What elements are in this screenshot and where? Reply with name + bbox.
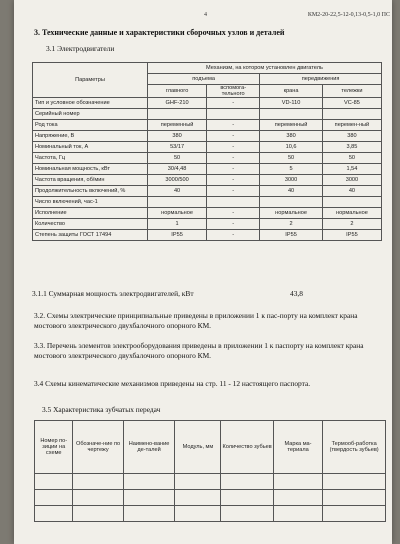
gear-cell [73, 506, 123, 522]
col-main: главного [147, 85, 206, 98]
value-cell-trolley: VC-85 [322, 98, 381, 109]
gear-cell [221, 474, 273, 490]
value-cell-main: нормальное [147, 208, 206, 219]
value-cell-trolley: нормальное [322, 208, 381, 219]
page-number: 4 [204, 12, 207, 18]
motor-row [33, 120, 382, 131]
gear-row [35, 474, 386, 490]
param-name-cell: Номинальный ток, А [33, 142, 148, 153]
value-cell-trolley: 3,85 [322, 142, 381, 153]
value-cell-crane: VD-110 [260, 98, 323, 109]
gear-cell [323, 474, 386, 490]
paragraph-3-3: 3.3. Перечень элементов электрооборудования приведены в приложении 1 к паспорту на комплект крана мостового электрического двухбалочного опорного КМ. [34, 341, 364, 360]
param-name-cell: Номинальная мощность, кВт [33, 164, 148, 175]
param-name-cell: Частота вращения, об/мин [33, 175, 148, 186]
motor-row [33, 197, 382, 208]
value-cell-aux: - [207, 186, 260, 197]
document-page [14, 0, 392, 544]
param-header: Параметры [33, 63, 148, 98]
gear-cell [175, 474, 221, 490]
param-name-cell: Продолжительность включений, % [33, 186, 148, 197]
param-name-cell: Исполнение [33, 208, 148, 219]
value-cell-aux: - [207, 175, 260, 186]
gear-col-header: Наимено-вание де-талей [123, 421, 175, 474]
paragraph-3-2: 3.2. Схемы электрические принципиальные приведены в приложении 1 к пас-порту на комплект крана мостового электрического двухбалочного опорного КМ. [34, 311, 358, 330]
gear-cell [175, 490, 221, 506]
value-cell-main: GHF-210 [147, 98, 206, 109]
param-name-cell: Частота, Гц [33, 153, 148, 164]
travel-header: передвижения [260, 74, 382, 85]
value-cell-aux: - [207, 120, 260, 131]
gear-cell [35, 506, 73, 522]
gear-col-header: Термооб-работка (твердость зубьев) [323, 421, 386, 474]
gear-row [35, 506, 386, 522]
gear-cell [273, 474, 323, 490]
total-power-label: 3.1.1 Суммарная мощность электродвигателей, кВт [32, 289, 194, 298]
value-cell-crane: переменный [260, 120, 323, 131]
value-cell-trolley: 3000 [322, 175, 381, 186]
param-name-cell: Напряжение, В [33, 131, 148, 142]
col-trolley: тележки [322, 85, 381, 98]
value-cell-main: 1 [147, 219, 206, 230]
subsection-3-5-title: 3.5 Характеристика зубчатых передач [42, 405, 161, 414]
value-cell-main: переменный [147, 120, 206, 131]
gear-cell [73, 474, 123, 490]
motor-row [33, 142, 382, 153]
value-cell-trolley [322, 109, 381, 120]
value-cell-aux: - [207, 98, 260, 109]
param-name-cell: Степень защиты ГОСТ 17494 [33, 230, 148, 241]
motor-row [33, 230, 382, 241]
param-name-cell: Тип и условное обозначение [33, 98, 148, 109]
value-cell-crane [260, 197, 323, 208]
value-cell-crane: 50 [260, 153, 323, 164]
gear-cell [323, 506, 386, 522]
gear-row [35, 490, 386, 506]
gears-table-body [35, 474, 386, 522]
gear-cell [73, 490, 123, 506]
value-cell-aux [207, 197, 260, 208]
value-cell-crane [260, 109, 323, 120]
value-cell-crane: нормальное [260, 208, 323, 219]
gear-cell [221, 490, 273, 506]
value-cell-aux: - [207, 142, 260, 153]
param-name-cell: Серийный номер [33, 109, 148, 120]
value-cell-crane: 3000 [260, 175, 323, 186]
motor-row [33, 186, 382, 197]
col-aux: вспомога-тельного [207, 85, 260, 98]
value-cell-aux: - [207, 164, 260, 175]
gear-col-header: Количество зубьев [221, 421, 273, 474]
gear-cell [221, 506, 273, 522]
value-cell-crane: 10,6 [260, 142, 323, 153]
lift-header: подъема [147, 74, 259, 85]
value-cell-trolley: 40 [322, 186, 381, 197]
value-cell-trolley: перемен-ный [322, 120, 381, 131]
value-cell-trolley: 50 [322, 153, 381, 164]
motor-row [33, 219, 382, 230]
col-crane: крана [260, 85, 323, 98]
gear-col-header: Обозначе-ние по чертежу [73, 421, 123, 474]
value-cell-crane: 40 [260, 186, 323, 197]
gears-table [34, 420, 386, 522]
gears-table-header [35, 421, 386, 474]
value-cell-main: 40 [147, 186, 206, 197]
value-cell-aux: - [207, 219, 260, 230]
gear-cell [273, 506, 323, 522]
value-cell-trolley: 380 [322, 131, 381, 142]
value-cell-crane: 2 [260, 219, 323, 230]
gear-col-header: Марка ма-териала [273, 421, 323, 474]
motor-row [33, 175, 382, 186]
gear-cell [123, 474, 175, 490]
gear-cell [35, 474, 73, 490]
motor-row [33, 164, 382, 175]
motors-table [32, 62, 382, 241]
value-cell-trolley: IP55 [322, 230, 381, 241]
value-cell-crane: 380 [260, 131, 323, 142]
value-cell-trolley: 2 [322, 219, 381, 230]
value-cell-main [147, 197, 206, 208]
mechanism-header: Механизм, на котором установлен двигатель [147, 63, 381, 74]
motor-row [33, 153, 382, 164]
gear-col-header: Номер по-зиции на схеме [35, 421, 73, 474]
value-cell-main: 380 [147, 131, 206, 142]
document-code: КМ2-20-22,5-12-0,13-0,5-1,0 ПС [307, 12, 390, 18]
value-cell-aux: - [207, 131, 260, 142]
paragraph-3-4: 3.4 Схемы кинематические механизмов приведены на стр. 11 - 12 настоящего паспорта. [34, 379, 311, 388]
motor-row [33, 98, 382, 109]
value-cell-aux: - [207, 230, 260, 241]
value-cell-main: 30/4,48 [147, 164, 206, 175]
motor-row [33, 131, 382, 142]
subsection-3-1-title: 3.1 Электродвигатели [46, 44, 115, 53]
value-cell-main: IP55 [147, 230, 206, 241]
value-cell-main: 53/17 [147, 142, 206, 153]
gear-cell [123, 490, 175, 506]
gear-cell [35, 490, 73, 506]
motor-row [33, 109, 382, 120]
total-power-value: 43,8 [290, 289, 303, 298]
gear-cell [273, 490, 323, 506]
gear-col-header: Модуль, мм [175, 421, 221, 474]
value-cell-trolley: 1,54 [322, 164, 381, 175]
param-name-cell: Количество [33, 219, 148, 230]
section-3-title: 3. Технические данные и характеристики сборочных узлов и деталей [34, 28, 285, 37]
gear-cell [175, 506, 221, 522]
value-cell-crane: 5 [260, 164, 323, 175]
gear-cell [123, 506, 175, 522]
value-cell-main [147, 109, 206, 120]
value-cell-main: 3000/500 [147, 175, 206, 186]
param-name-cell: Число включений, час-1 [33, 197, 148, 208]
param-name-cell: Род тока [33, 120, 148, 131]
value-cell-aux [207, 109, 260, 120]
value-cell-main: 50 [147, 153, 206, 164]
value-cell-crane: IP55 [260, 230, 323, 241]
motor-row [33, 208, 382, 219]
value-cell-trolley [322, 197, 381, 208]
value-cell-aux: - [207, 208, 260, 219]
gear-cell [323, 490, 386, 506]
value-cell-aux: - [207, 153, 260, 164]
motors-table-body [33, 98, 382, 241]
